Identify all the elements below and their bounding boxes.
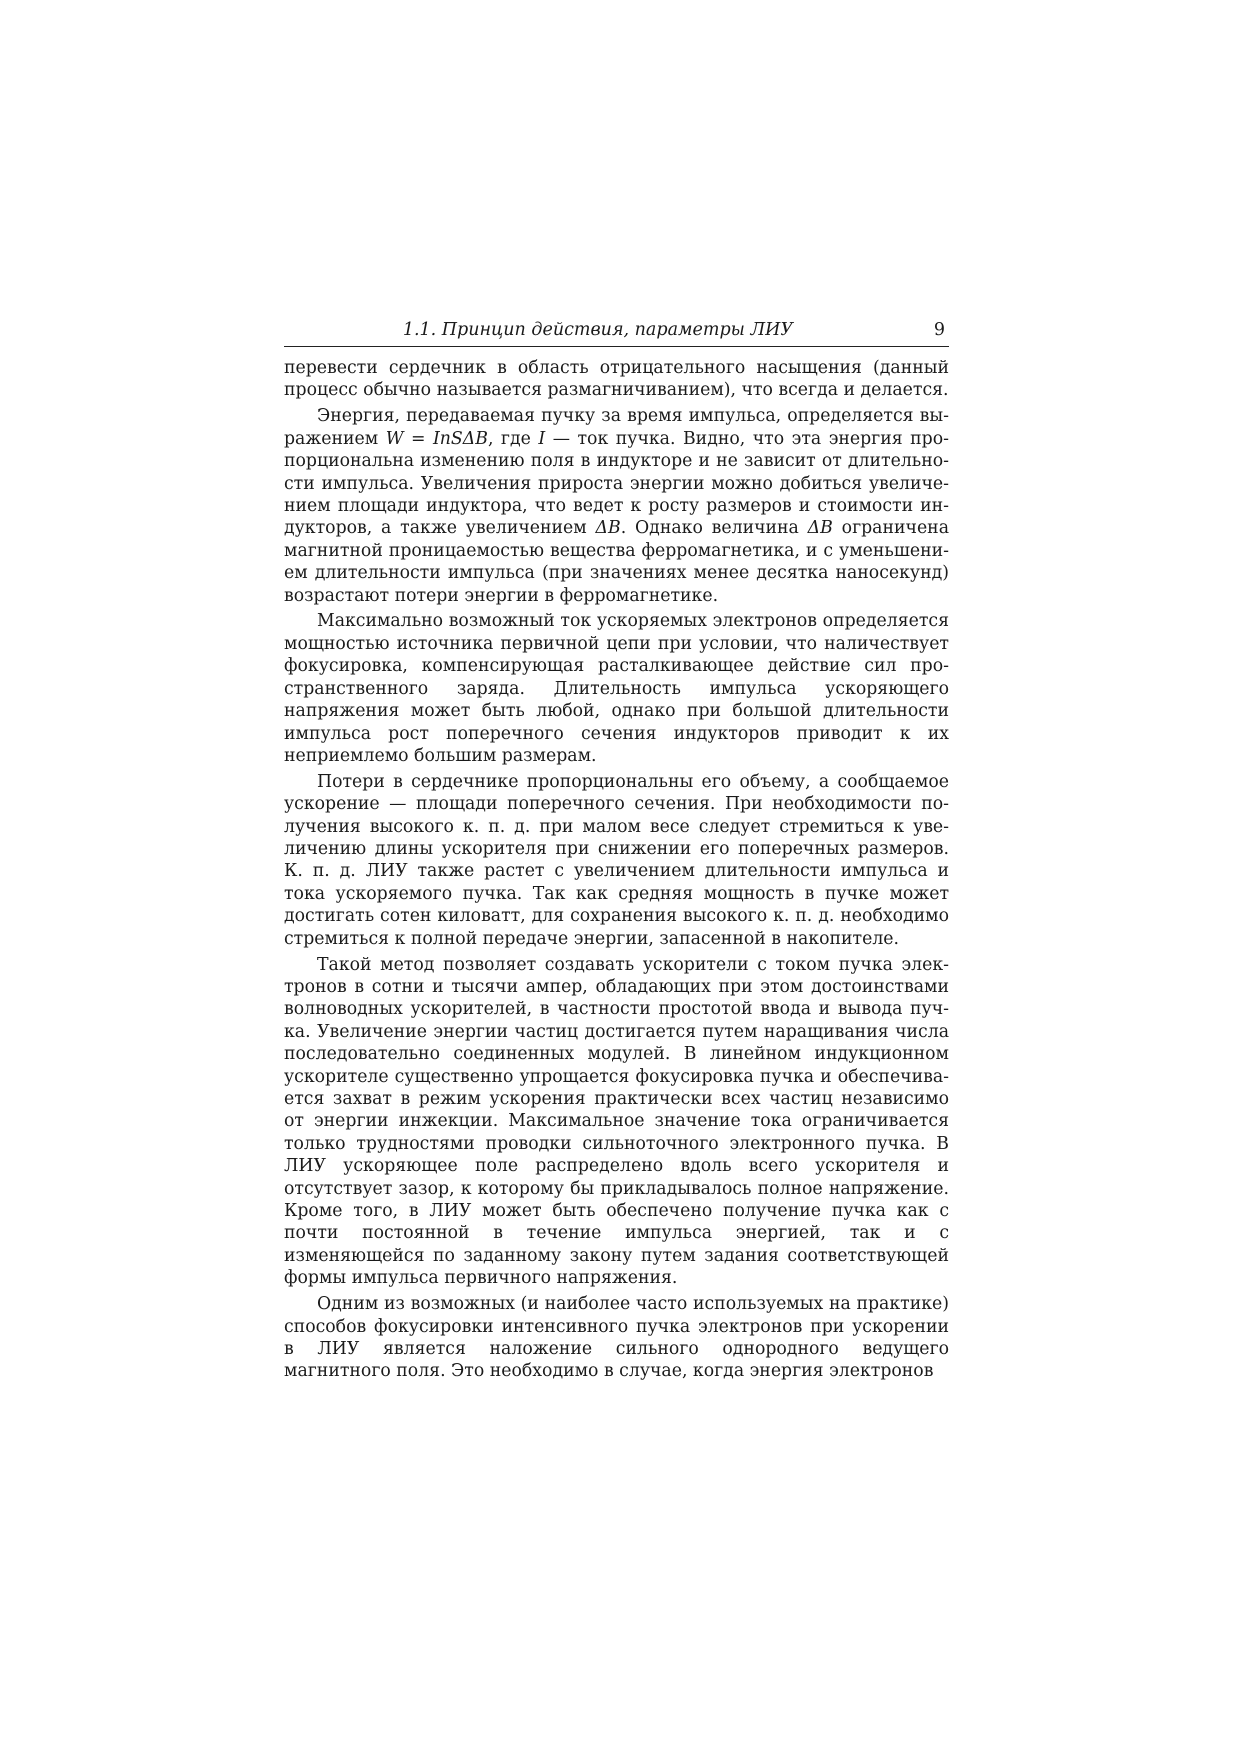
paragraph-2-text-c: — ток пучка. Видно, что эта энергия пропорциональна изменению поля в индукторе и не зависит от длительности импульса. Увеличения прироста энергии можно добиться увеличением площади индуктора, что ведет к росту размеров и стоимости индукторов, а также увеличением	[284, 428, 949, 539]
paragraph-1: перевести сердечник в область отрицательного насыщения (данный процесс обычно называется размагничиванием), что всегда и делается.	[284, 358, 949, 401]
paragraph-2-text-a: Энергия, передаваемая пучку за время импульса, определяется выражением	[284, 406, 949, 449]
body-text	[284, 357, 949, 1383]
paragraph-2	[284, 405, 949, 607]
paragraph-3: Максимально возможный ток ускоряемых электронов определяется мощностью источника первичной цепи при условии, что наличествует фокусировка, компенсирующая расталкивающее действие сил пространственного заряда. Длительность импульса ускоряющего напряжения может быть любой, однако при большой длительности импульса рост поперечного сечения индукторов приводит к их неприемлемо большим размерам.	[284, 611, 949, 766]
paragraph-4: Потери в сердечнике пропорциональны его объему, а сообщаемое ускорение — площади поперечного сечения. При необходимости получения высокого к. п. д. при малом весе следует стремиться к увеличению длины ускорителя при снижении его поперечных размеров. К. п. д. ЛИУ также растет с увеличением длительности импульса и тока ускоряемого пучка. Так как средняя мощность в пучке может достигать сотен киловатт, для сохранения высокого к. п. д. необходимо стремиться к полной передаче энергии, запасенной в накопителе.	[284, 771, 949, 949]
paragraph-6: Одним из возможных (и наиболее часто используемых на практике) способов фокусировки интенсивного пучка электронов при ускорении в ЛИУ является наложение сильного однородного ведущего магнитного поля. Это необходимо в случае, когда энергия электронов	[284, 1294, 949, 1382]
paragraph-2-text-b: , где	[487, 428, 539, 449]
paragraph-2-text-d: . Однако величина	[620, 518, 808, 539]
page-number: 9	[933, 320, 945, 340]
paragraph-5: Такой метод позволяет создавать ускорители с током пучка электронов в сотни и тысячи ампер, обладающих при этом достоинствами волноводных ускорителей, в частности простотой ввода и вывода пучка. Увеличение энергии частиц достигается путем наращивания числа последовательно соединенных модулей. В линейном индукционном ускорителе существенно упрощается фокусировка пучка и обеспечивается захват в режим ускорения практически всех частиц независимо от энергии инжекции. Максимальное значение тока ограничивается только трудностями проводки сильноточного электронного пучка. В ЛИУ ускоряющее поле распределено вдоль всего ускорителя и отсутствует зазор, к которому бы прикладывалось полное напряжение. Кроме того, в ЛИУ может быть обеспечено получение пучка как с почти постоянной в течение импульса энергией, так и с изменяющейся по заданному закону путем задания соответствующей формы импульса первичного напряжения.	[284, 954, 949, 1289]
running-head	[284, 318, 949, 347]
formula-delta-b-2: ΔB	[807, 518, 833, 539]
formula-energy: W = InSΔB	[385, 428, 488, 449]
paragraph-2-text-e: ограничена магнитной проницаемостью вещества ферромагнетика, и с уменьшением длительности импульса (при значениях менее десятка наносекунд) возрастают потери энергии в ферромагнетике.	[284, 518, 949, 606]
formula-delta-b: ΔB	[595, 518, 621, 539]
formula-current: I	[538, 428, 546, 449]
book-page	[284, 318, 949, 1386]
running-title: 1.1. Принцип действия, параметры ЛИУ	[402, 320, 793, 340]
